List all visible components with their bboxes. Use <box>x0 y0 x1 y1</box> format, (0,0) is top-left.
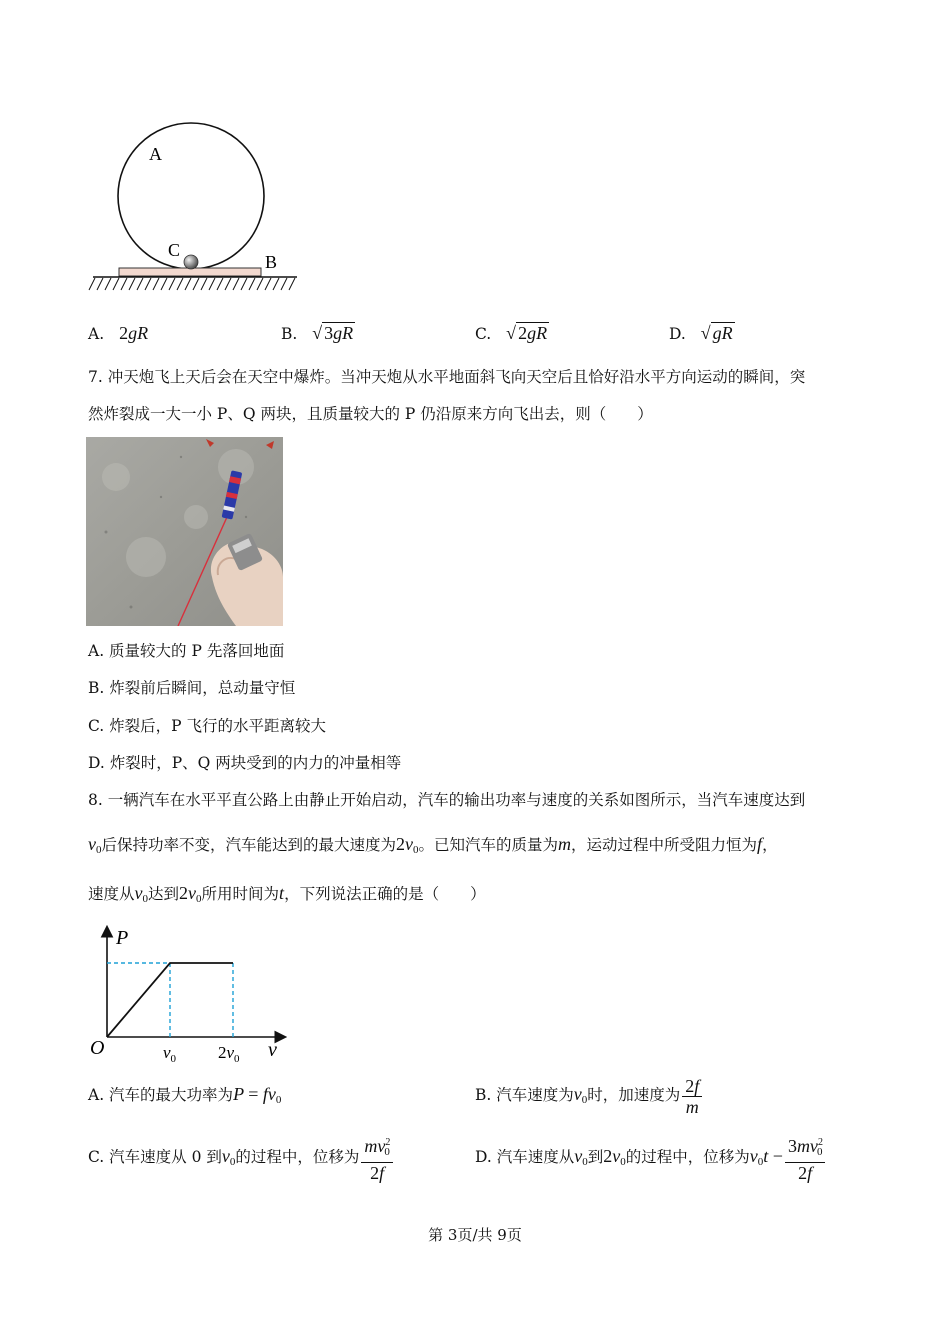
tick-v0: $v_0$ <box>163 1043 177 1065</box>
y-axis-label: P <box>116 927 129 949</box>
x-axis-label: v <box>268 1039 277 1061</box>
q6-option-c[interactable]: C. √ 2gR <box>475 323 548 343</box>
q8-stem-line2: $v_0$后保持功率不变，汽车能达到的最大速度为$2v_0$。已知汽车的质量为m，运动过程中所受阻力恒为f， <box>88 834 778 856</box>
q8-stem-line1: 8. 一辆汽车在水平平直公路上由静止开始启动，汽车的输出功率与速度的关系如图所示，当汽车速度达到 <box>88 791 806 809</box>
loop-circle <box>118 123 264 269</box>
q6-option-b[interactable]: B. √ 3gR <box>281 323 354 343</box>
q7-option-d[interactable]: D. 炸裂时，P、Q 两块受到的内力的冲量相等 <box>88 754 402 772</box>
ball <box>184 255 198 269</box>
label-c: C <box>168 240 181 260</box>
q8-option-b[interactable]: B. 汽车速度为$v_0$时，加速度为 $\frac{2f}{m}$ <box>475 1070 704 1124</box>
tick-2v0: $2v_0$ <box>218 1043 240 1065</box>
q7-stem-line1: 7. 冲天炮飞上天后会在天空中爆炸。当冲天炮从水平地面斜飞向天空后且恰好沿水平方向运动的瞬间，突 <box>88 368 806 386</box>
page-footer: 第 3页/共 9页 <box>428 1226 522 1244</box>
power-velocity-graph <box>86 920 296 1066</box>
q8-option-d[interactable]: D. 汽车速度从$v_0$到$2v_0$的过程中，位移为$v_0t$ − $\frac{3mv^2_0}{2f}$ <box>475 1133 827 1184</box>
ground-hatch <box>89 278 295 290</box>
q8-stem-line3: 速度从$v_0$达到$2v_0$所用时间为t，下列说法正确的是（ ） <box>88 883 486 905</box>
label-a: A <box>149 144 162 164</box>
q8-option-a[interactable]: A. 汽车的最大功率为$P = fv_0$ <box>88 1084 282 1106</box>
q7-option-a[interactable]: A. 质量较大的 P 先落回地面 <box>88 642 285 660</box>
firecracker-photo <box>86 437 283 626</box>
q7-option-c[interactable]: C. 炸裂后，P 飞行的水平距离较大 <box>88 717 327 735</box>
q6-option-d[interactable]: D. √ gR <box>669 323 733 343</box>
label-b: B <box>265 252 278 272</box>
q7-stem-line2: 然炸裂成一大一小 P、Q 两块，且质量较大的 P 仍沿原来方向飞出去，则（ ） <box>88 405 653 423</box>
origin-label: O <box>90 1037 105 1059</box>
q6-option-a[interactable]: A. 2gR <box>88 323 149 343</box>
loop-track-figure <box>85 110 315 300</box>
q8-option-c[interactable]: C. 汽车速度从 0 到$v_0$的过程中，位移为 $\frac{mv^2_0}{2f}$ <box>88 1133 395 1184</box>
q7-option-b[interactable]: B. 炸裂前后瞬间，总动量守恒 <box>88 679 296 697</box>
